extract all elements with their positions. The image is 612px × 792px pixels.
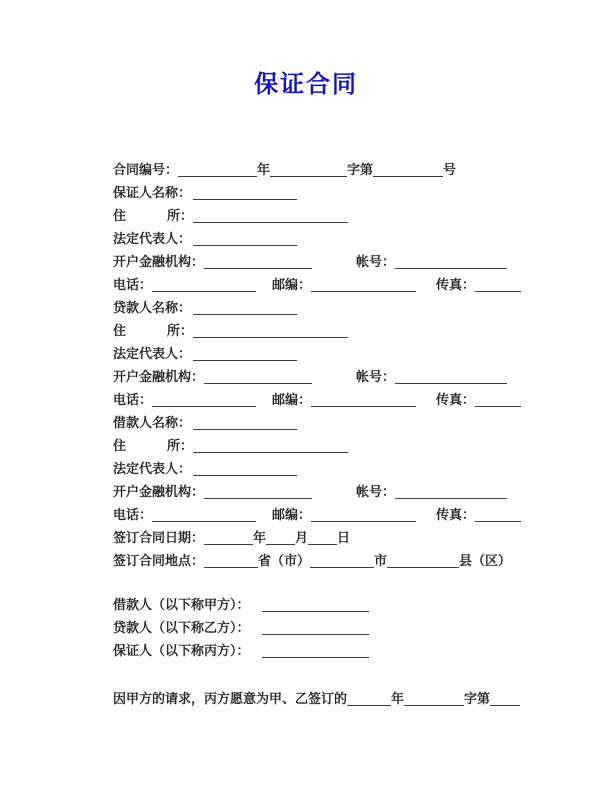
blank-field[interactable] — [204, 256, 312, 269]
borrower-contact-line — [113, 503, 521, 526]
field-label: 保证人（以下称丙方）： — [113, 643, 250, 658]
gap — [312, 495, 356, 496]
sign-place-line — [113, 549, 521, 572]
blank-field[interactable] — [193, 440, 348, 453]
blank-field[interactable] — [193, 348, 297, 361]
gap — [256, 288, 272, 289]
field-label: 邮编： — [272, 507, 312, 522]
field-label: 号 — [443, 162, 457, 177]
field-label: 所： — [167, 208, 194, 223]
field-label: 贷款人（以下称乙方）： — [113, 620, 250, 635]
blank-field[interactable] — [204, 532, 253, 545]
borrower-legal-rep-line — [113, 457, 521, 480]
blank-field[interactable] — [193, 233, 297, 246]
field-label: 月 — [295, 530, 309, 545]
field-label: 电话： — [113, 507, 153, 522]
borrower-bank-line — [113, 480, 521, 503]
blank-field[interactable] — [152, 394, 256, 407]
guarantor-address-line — [113, 204, 521, 227]
borrower-name-line — [113, 411, 521, 434]
field-label: 邮编： — [272, 277, 312, 292]
field-label: 法定代表人： — [113, 461, 192, 476]
blank-field[interactable] — [152, 509, 256, 522]
field-label: 市 — [374, 553, 388, 568]
guarantor-legal-rep-line — [113, 227, 521, 250]
field-label: 住 — [113, 438, 127, 453]
gap — [312, 380, 356, 381]
blank-field[interactable] — [347, 693, 391, 706]
field-label: 法定代表人： — [113, 346, 192, 361]
field-label: 传真： — [436, 392, 476, 407]
blank-field[interactable] — [387, 555, 459, 568]
blank-field[interactable] — [152, 279, 256, 292]
blank-field[interactable] — [475, 509, 521, 522]
blank-field[interactable] — [270, 164, 347, 177]
blank-field[interactable] — [193, 187, 297, 200]
field-label: 借款人（以下称甲方）： — [113, 597, 250, 612]
lender-legal-rep-line — [113, 342, 521, 365]
sign-date-line — [113, 526, 521, 549]
guarantor-name-line — [113, 181, 521, 204]
guarantor-contact-line — [113, 273, 521, 296]
field-label: 字第 — [347, 162, 374, 177]
gap — [250, 654, 262, 655]
gap — [416, 403, 436, 404]
contract-number-line — [113, 158, 521, 181]
gap — [126, 219, 167, 220]
field-label: 年 — [391, 691, 405, 706]
field-label: 帐号： — [356, 484, 396, 499]
blank-field[interactable] — [395, 256, 507, 269]
field-label: 法定代表人： — [113, 231, 192, 246]
field-label: 开户金融机构： — [113, 254, 205, 269]
blank-field[interactable] — [404, 693, 464, 706]
borrower-address-line — [113, 434, 521, 457]
blank-field[interactable] — [266, 532, 295, 545]
field-label: 保证人名称： — [113, 185, 192, 200]
field-label: 传真： — [436, 277, 476, 292]
guarantor-bank-line — [113, 250, 521, 273]
gap — [250, 608, 262, 609]
gap — [256, 518, 272, 519]
field-label: 帐号： — [356, 254, 396, 269]
blank-field[interactable] — [311, 394, 416, 407]
gap — [126, 449, 167, 450]
field-label: 县（区） — [459, 553, 512, 568]
field-label: 年 — [257, 162, 271, 177]
field-label: 开户金融机构： — [113, 369, 205, 384]
field-label: 因甲方的请求，丙方愿意为甲、乙签订的 — [113, 691, 348, 706]
field-label: 住 — [113, 208, 127, 223]
blank-field[interactable] — [311, 279, 416, 292]
party-c-line — [113, 639, 521, 662]
contract-form — [113, 158, 521, 710]
blank-field[interactable] — [490, 693, 520, 706]
gap — [256, 403, 272, 404]
blank-field[interactable] — [395, 486, 507, 499]
field-label: 年 — [253, 530, 267, 545]
field-label: 开户金融机构： — [113, 484, 205, 499]
page-title: 保证合同 — [254, 72, 358, 98]
blank-field[interactable] — [204, 555, 258, 568]
blank-field[interactable] — [262, 622, 369, 635]
lender-address-line — [113, 319, 521, 342]
blank-field[interactable] — [193, 302, 297, 315]
blank-field[interactable] — [193, 463, 297, 476]
blank-field[interactable] — [262, 599, 369, 612]
blank-field[interactable] — [310, 555, 374, 568]
blank-field[interactable] — [204, 486, 312, 499]
gap — [312, 265, 356, 266]
blank-field[interactable] — [475, 394, 521, 407]
party-b-line — [113, 616, 521, 639]
gap — [126, 334, 167, 335]
blank-field[interactable] — [373, 164, 443, 177]
blank-field[interactable] — [311, 509, 416, 522]
blank-field[interactable] — [475, 279, 521, 292]
blank-field[interactable] — [178, 164, 257, 177]
gap — [416, 288, 436, 289]
blank-field[interactable] — [308, 532, 337, 545]
field-label: 签订合同日期： — [113, 530, 205, 545]
lender-contact-line — [113, 388, 521, 411]
field-label: 所： — [167, 438, 194, 453]
blank-field[interactable] — [193, 210, 348, 223]
field-label: 帐号： — [356, 369, 396, 384]
field-label: 传真： — [436, 507, 476, 522]
field-label: 借款人名称： — [113, 415, 192, 430]
blank-field[interactable] — [193, 417, 297, 430]
lender-name-line — [113, 296, 521, 319]
party-a-line — [113, 593, 521, 616]
blank-field[interactable] — [204, 371, 312, 384]
blank-field[interactable] — [395, 371, 507, 384]
request-clause-line — [113, 687, 521, 710]
field-label: 省（市） — [258, 553, 311, 568]
gap — [250, 631, 262, 632]
gap — [416, 518, 436, 519]
blank-spacer — [113, 572, 114, 593]
field-label: 电话： — [113, 392, 153, 407]
field-label: 日 — [337, 530, 351, 545]
blank-spacer — [113, 662, 114, 687]
field-label: 邮编： — [272, 392, 312, 407]
lender-bank-line — [113, 365, 521, 388]
field-label: 所： — [167, 323, 194, 338]
field-label: 电话： — [113, 277, 153, 292]
field-label: 住 — [113, 323, 127, 338]
field-label: 合同编号： — [113, 162, 179, 177]
field-label: 签订合同地点： — [113, 553, 205, 568]
blank-field[interactable] — [193, 325, 348, 338]
field-label: 贷款人名称： — [113, 300, 192, 315]
field-label: 字第 — [464, 691, 491, 706]
blank-field[interactable] — [262, 645, 369, 658]
